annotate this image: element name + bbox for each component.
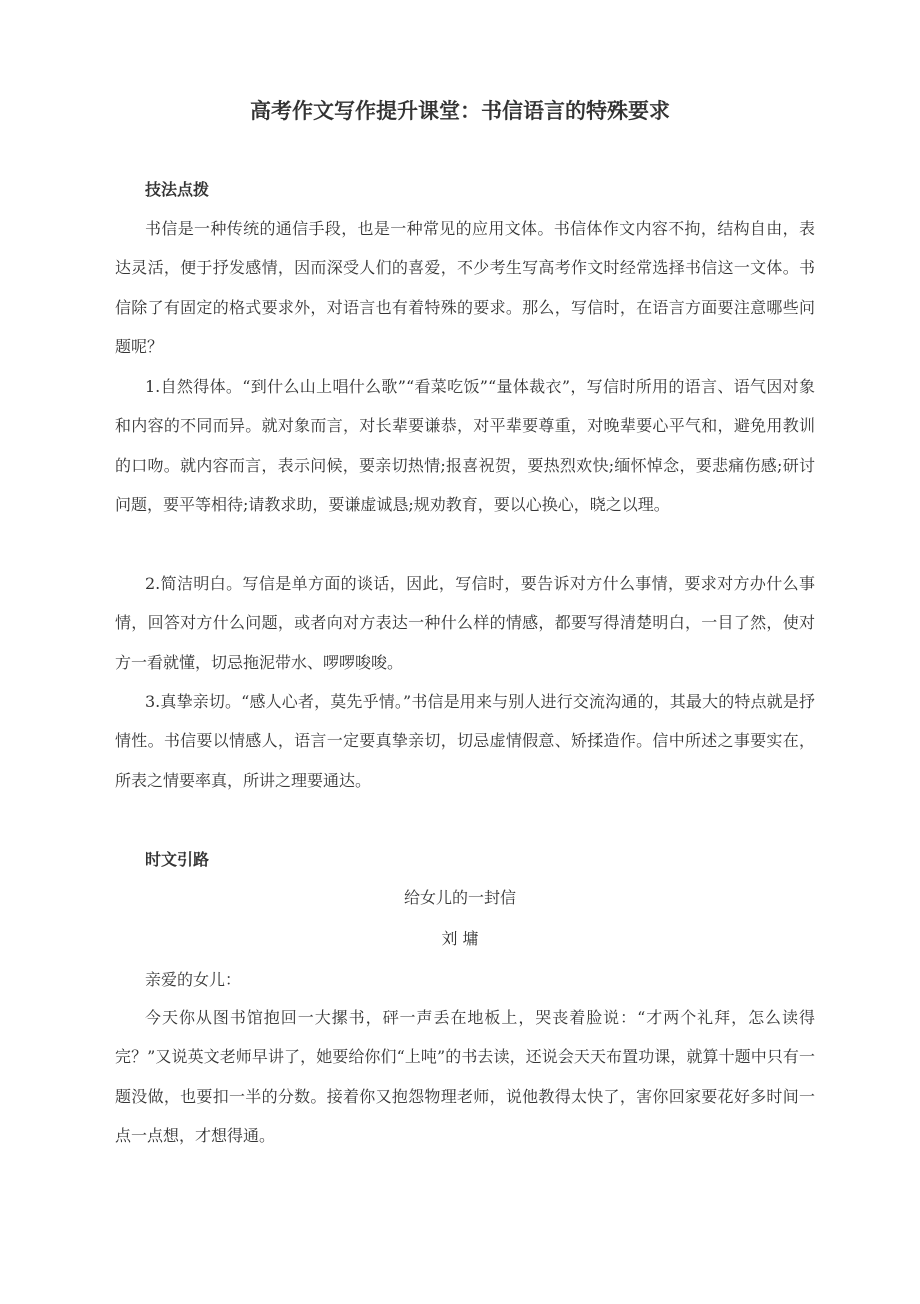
letter-author: 刘 墉 <box>441 929 479 948</box>
section-heading-technique: 技法点拨 <box>145 180 210 199</box>
paragraph-point-1: 1.自然得体。“到什么山上唱什么歌”“看菜吃饭”“量体裁衣”，写信时所用的语言、语气因对象和内容的不同而异。就对象而言，对长辈要谦恭，对平辈要尊重，对晚辈要心平气和，避免用教训的口吻。就内容而言，表示问候，要亲切热情;报喜祝贺，要热烈欢快;缅怀悼念，要悲痛伤感;研讨问题，要平等相待;请教求助，要谦虚诚恳;规劝教育，要以心换心，晓之以理。 <box>115 377 815 515</box>
paragraph-point-2: 2.简洁明白。写信是单方面的谈话，因此，写信时，要告诉对方什么事情，要求对方办什么事情，回答对方什么问题，或者向对方表达一种什么样的情感，都要写得清楚明白，一目了然，使对方一看就懂，切忌拖泥带水、啰啰唆唆。 <box>115 574 815 672</box>
letter-salutation: 亲爱的女儿： <box>145 970 242 989</box>
paragraph-intro: 书信是一种传统的通信手段，也是一种常见的应用文体。书信体作文内容不拘，结构自由，表达灵活，便于抒发感情，因而深受人们的喜爱，不少考生写高考作文时经常选择书信这一文体。书信除了有固定的格式要求外，对语言也有着特殊的要求。那么，写信时，在语言方面要注意哪些问题呢？ <box>115 219 815 357</box>
letter-title: 给女儿的一封信 <box>403 888 516 907</box>
document-title: 高考作文写作提升课堂：书信语言的特殊要求 <box>250 99 670 123</box>
paragraph-point-3: 3.真挚亲切。“感人心者，莫先乎情。”书信是用来与别人进行交流沟通的，其最大的特点就是抒情性。书信要以情感人，语言一定要真挚亲切，切忌虚情假意、矫揉造作。信中所述之事要实在，所表之情要率真，所讲之理要通达。 <box>115 692 815 790</box>
section-heading-example: 时文引路 <box>145 850 210 869</box>
letter-paragraph-1: 今天你从图书馆抱回一大摞书，砰一声丢在地板上，哭丧着脸说：“才两个礼拜，怎么读得完？”又说英文老师早讲了，她要给你们“上吨”的书去读，还说会天天布置功课，就算十题中只有一题没做，也要扣一半的分数。接着你又抱怨物理老师，说他教得太快了，害你回家要花好多时间一点一点想，才想得通。 <box>115 1008 815 1146</box>
